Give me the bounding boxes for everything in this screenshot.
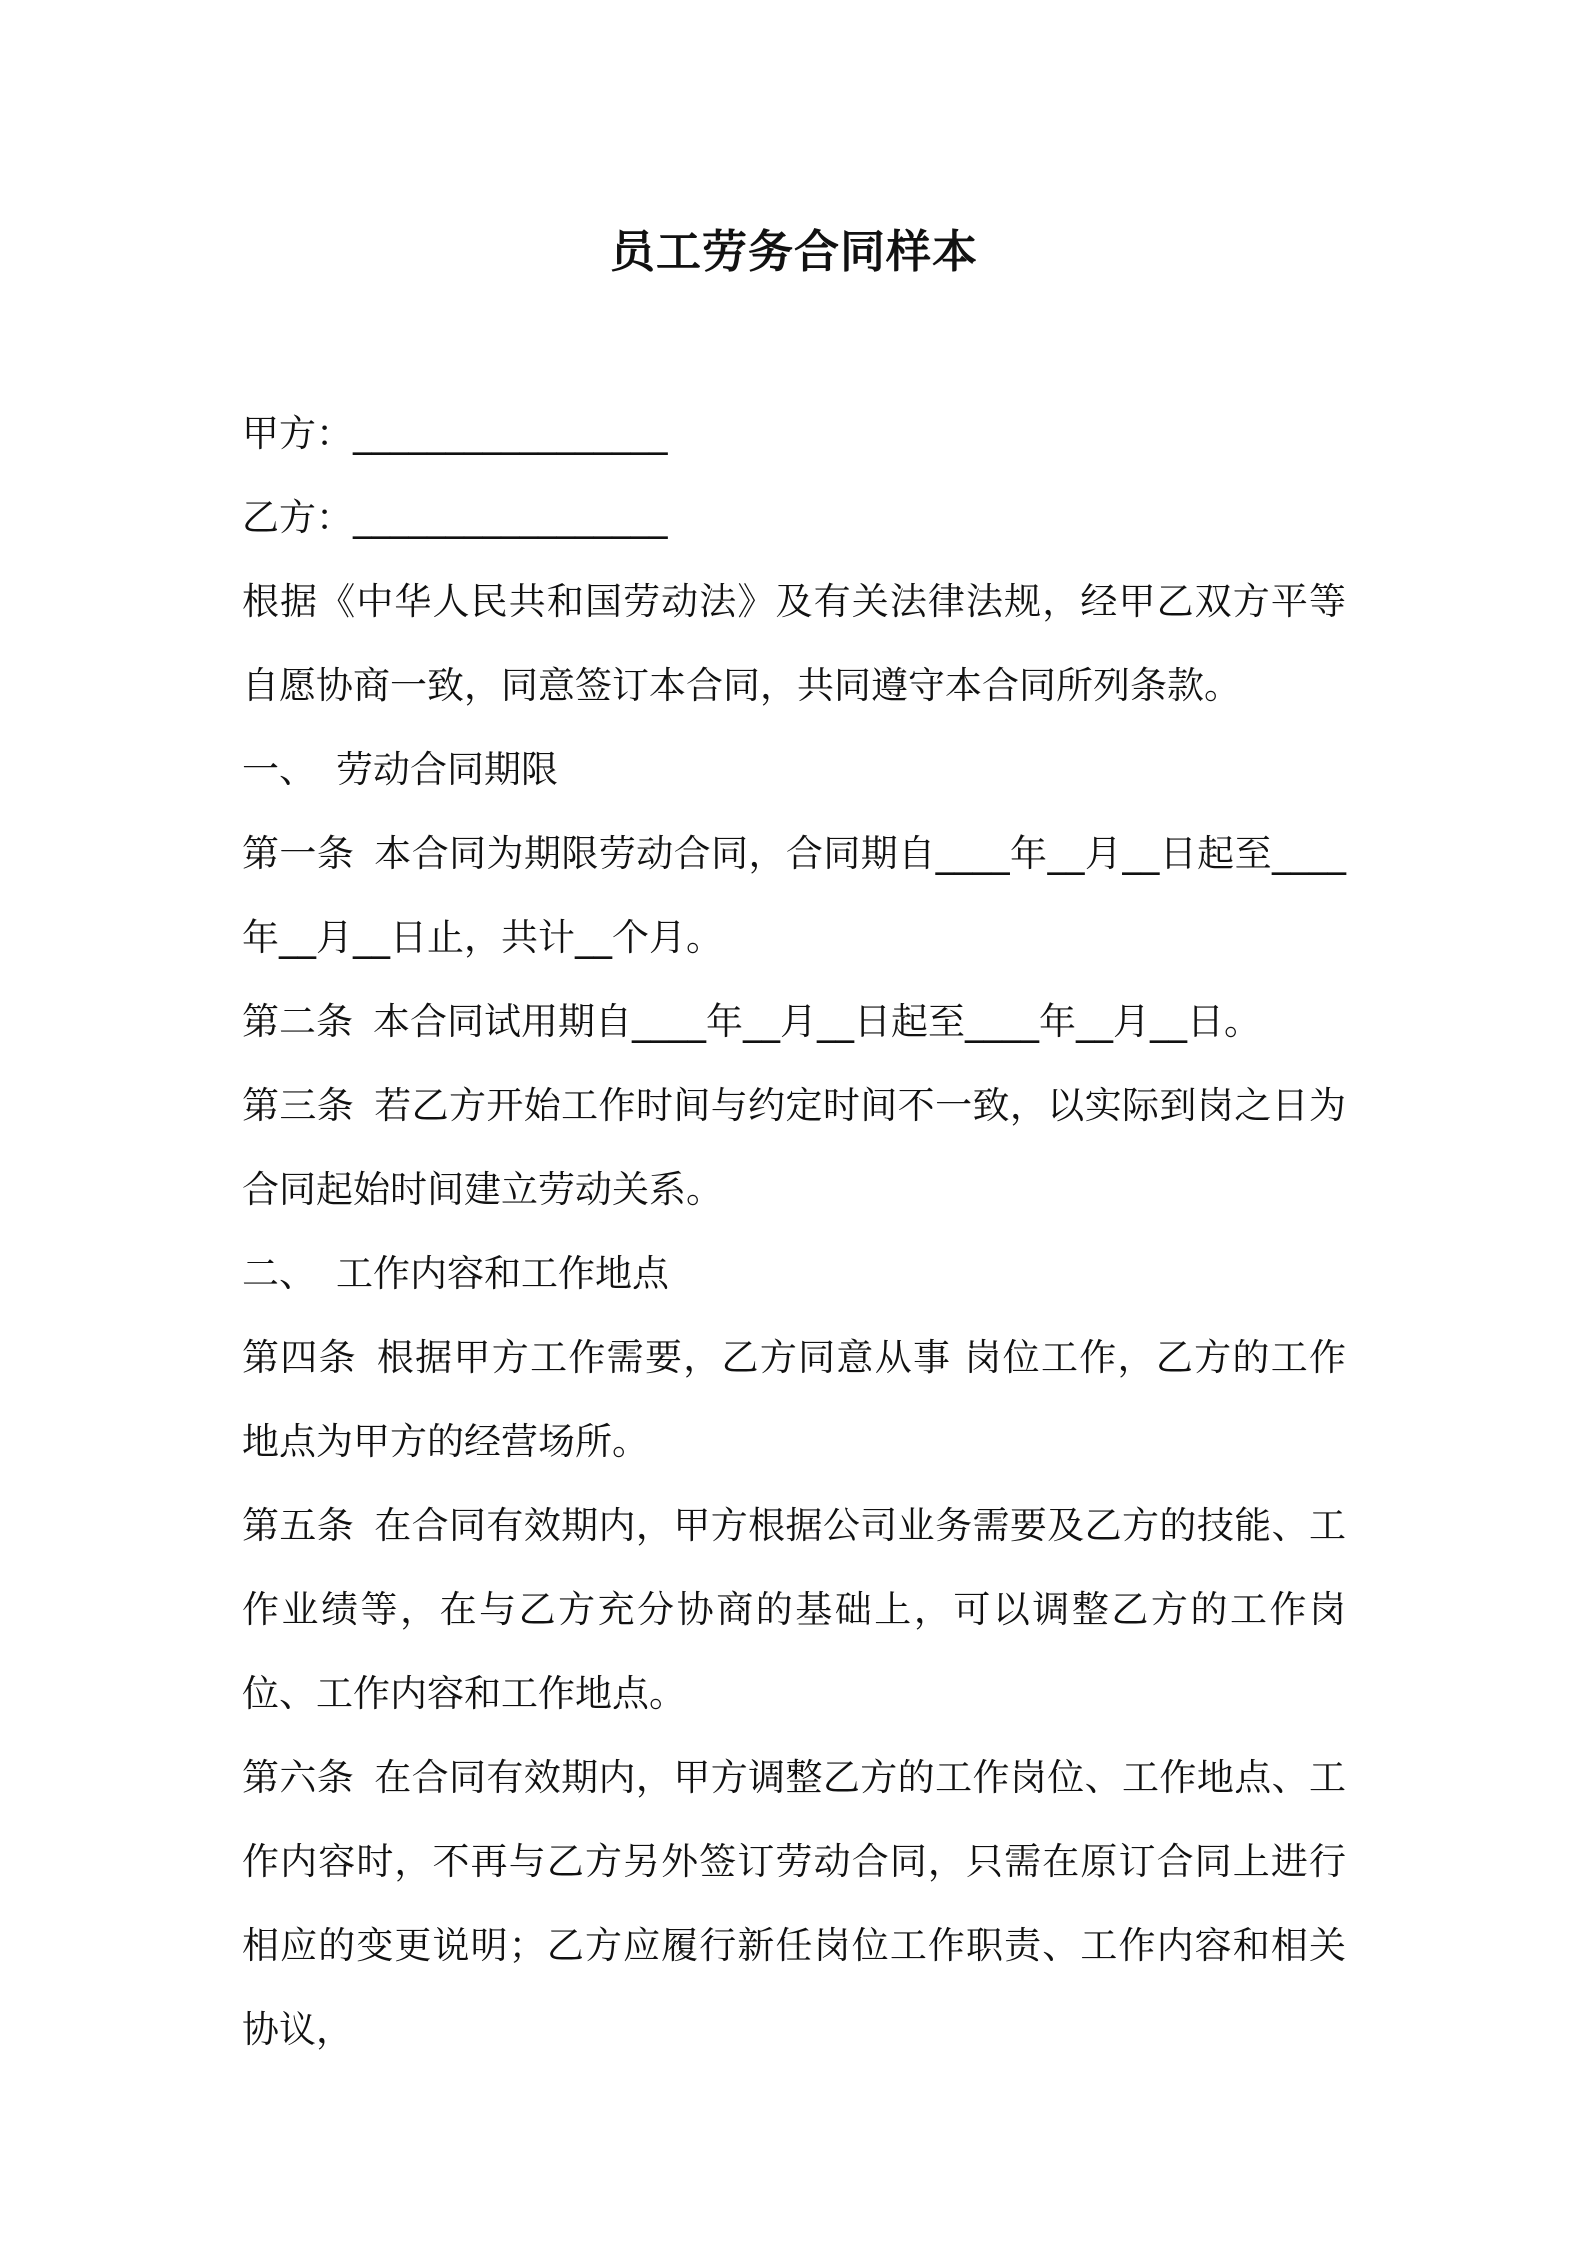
section-title: 工作内容和工作地点: [336, 1252, 669, 1295]
party-a-line: 甲方：_________________: [242, 412, 668, 455]
section-title: 劳动合同期限: [336, 748, 558, 791]
article-1: [242, 812, 1346, 980]
preamble: 根据《中华人民共和国劳动法》及有关法律法规，经甲乙双方平等自愿协商一致，同意签订本合同，共同遵守本合同所列条款。: [242, 580, 1346, 707]
article-heading: 第六条: [242, 1756, 355, 1799]
section-number: 二、: [242, 1252, 316, 1295]
article-4: [242, 1316, 1346, 1484]
article-heading: 第二条: [242, 1000, 353, 1043]
article-text: 本合同试用期自____年__月__日起至____年__月__日。: [373, 1000, 1261, 1043]
article-text: 若乙方开始工作时间与约定时间不一致，以实际到岗之日为合同起始时间建立劳动关系。: [242, 1084, 1347, 1211]
section-heading-2: [242, 1232, 1346, 1316]
section-heading-1: [242, 728, 1346, 812]
article-3: [242, 1064, 1346, 1232]
article-heading: 第四条: [242, 1336, 357, 1379]
article-heading: 第一条: [242, 832, 355, 875]
article-heading: 第三条: [242, 1084, 355, 1127]
document-title: 员工劳务合同样本: [609, 225, 978, 278]
party-b-line: 乙方：_________________: [242, 496, 668, 539]
article-text: 本合同为期限劳动合同，合同期自____年__月__日起至____年__月__日止，共计__个月。: [242, 832, 1347, 959]
article-text: 根据甲方工作需要，乙方同意从事 岗位工作，乙方的工作地点为甲方的经营场所。: [242, 1336, 1347, 1463]
article-6: [242, 1736, 1346, 2072]
section-number: 一、: [242, 748, 316, 791]
article-text: 在合同有效期内，甲方调整乙方的工作岗位、工作地点、工作内容时，不再与乙方另外签订劳动合同，只需在原订合同上进行相应的变更说明；乙方应履行新任岗位工作职责、工作内容和相关协议，: [242, 1756, 1347, 2051]
article-text: 在合同有效期内，甲方根据公司业务需要及乙方的技能、工作业绩等，在与乙方充分协商的基础上，可以调整乙方的工作岗位、工作内容和工作地点。: [242, 1504, 1347, 1715]
article-2: [242, 980, 1346, 1064]
article-5: [242, 1484, 1346, 1736]
article-heading: 第五条: [242, 1504, 355, 1547]
